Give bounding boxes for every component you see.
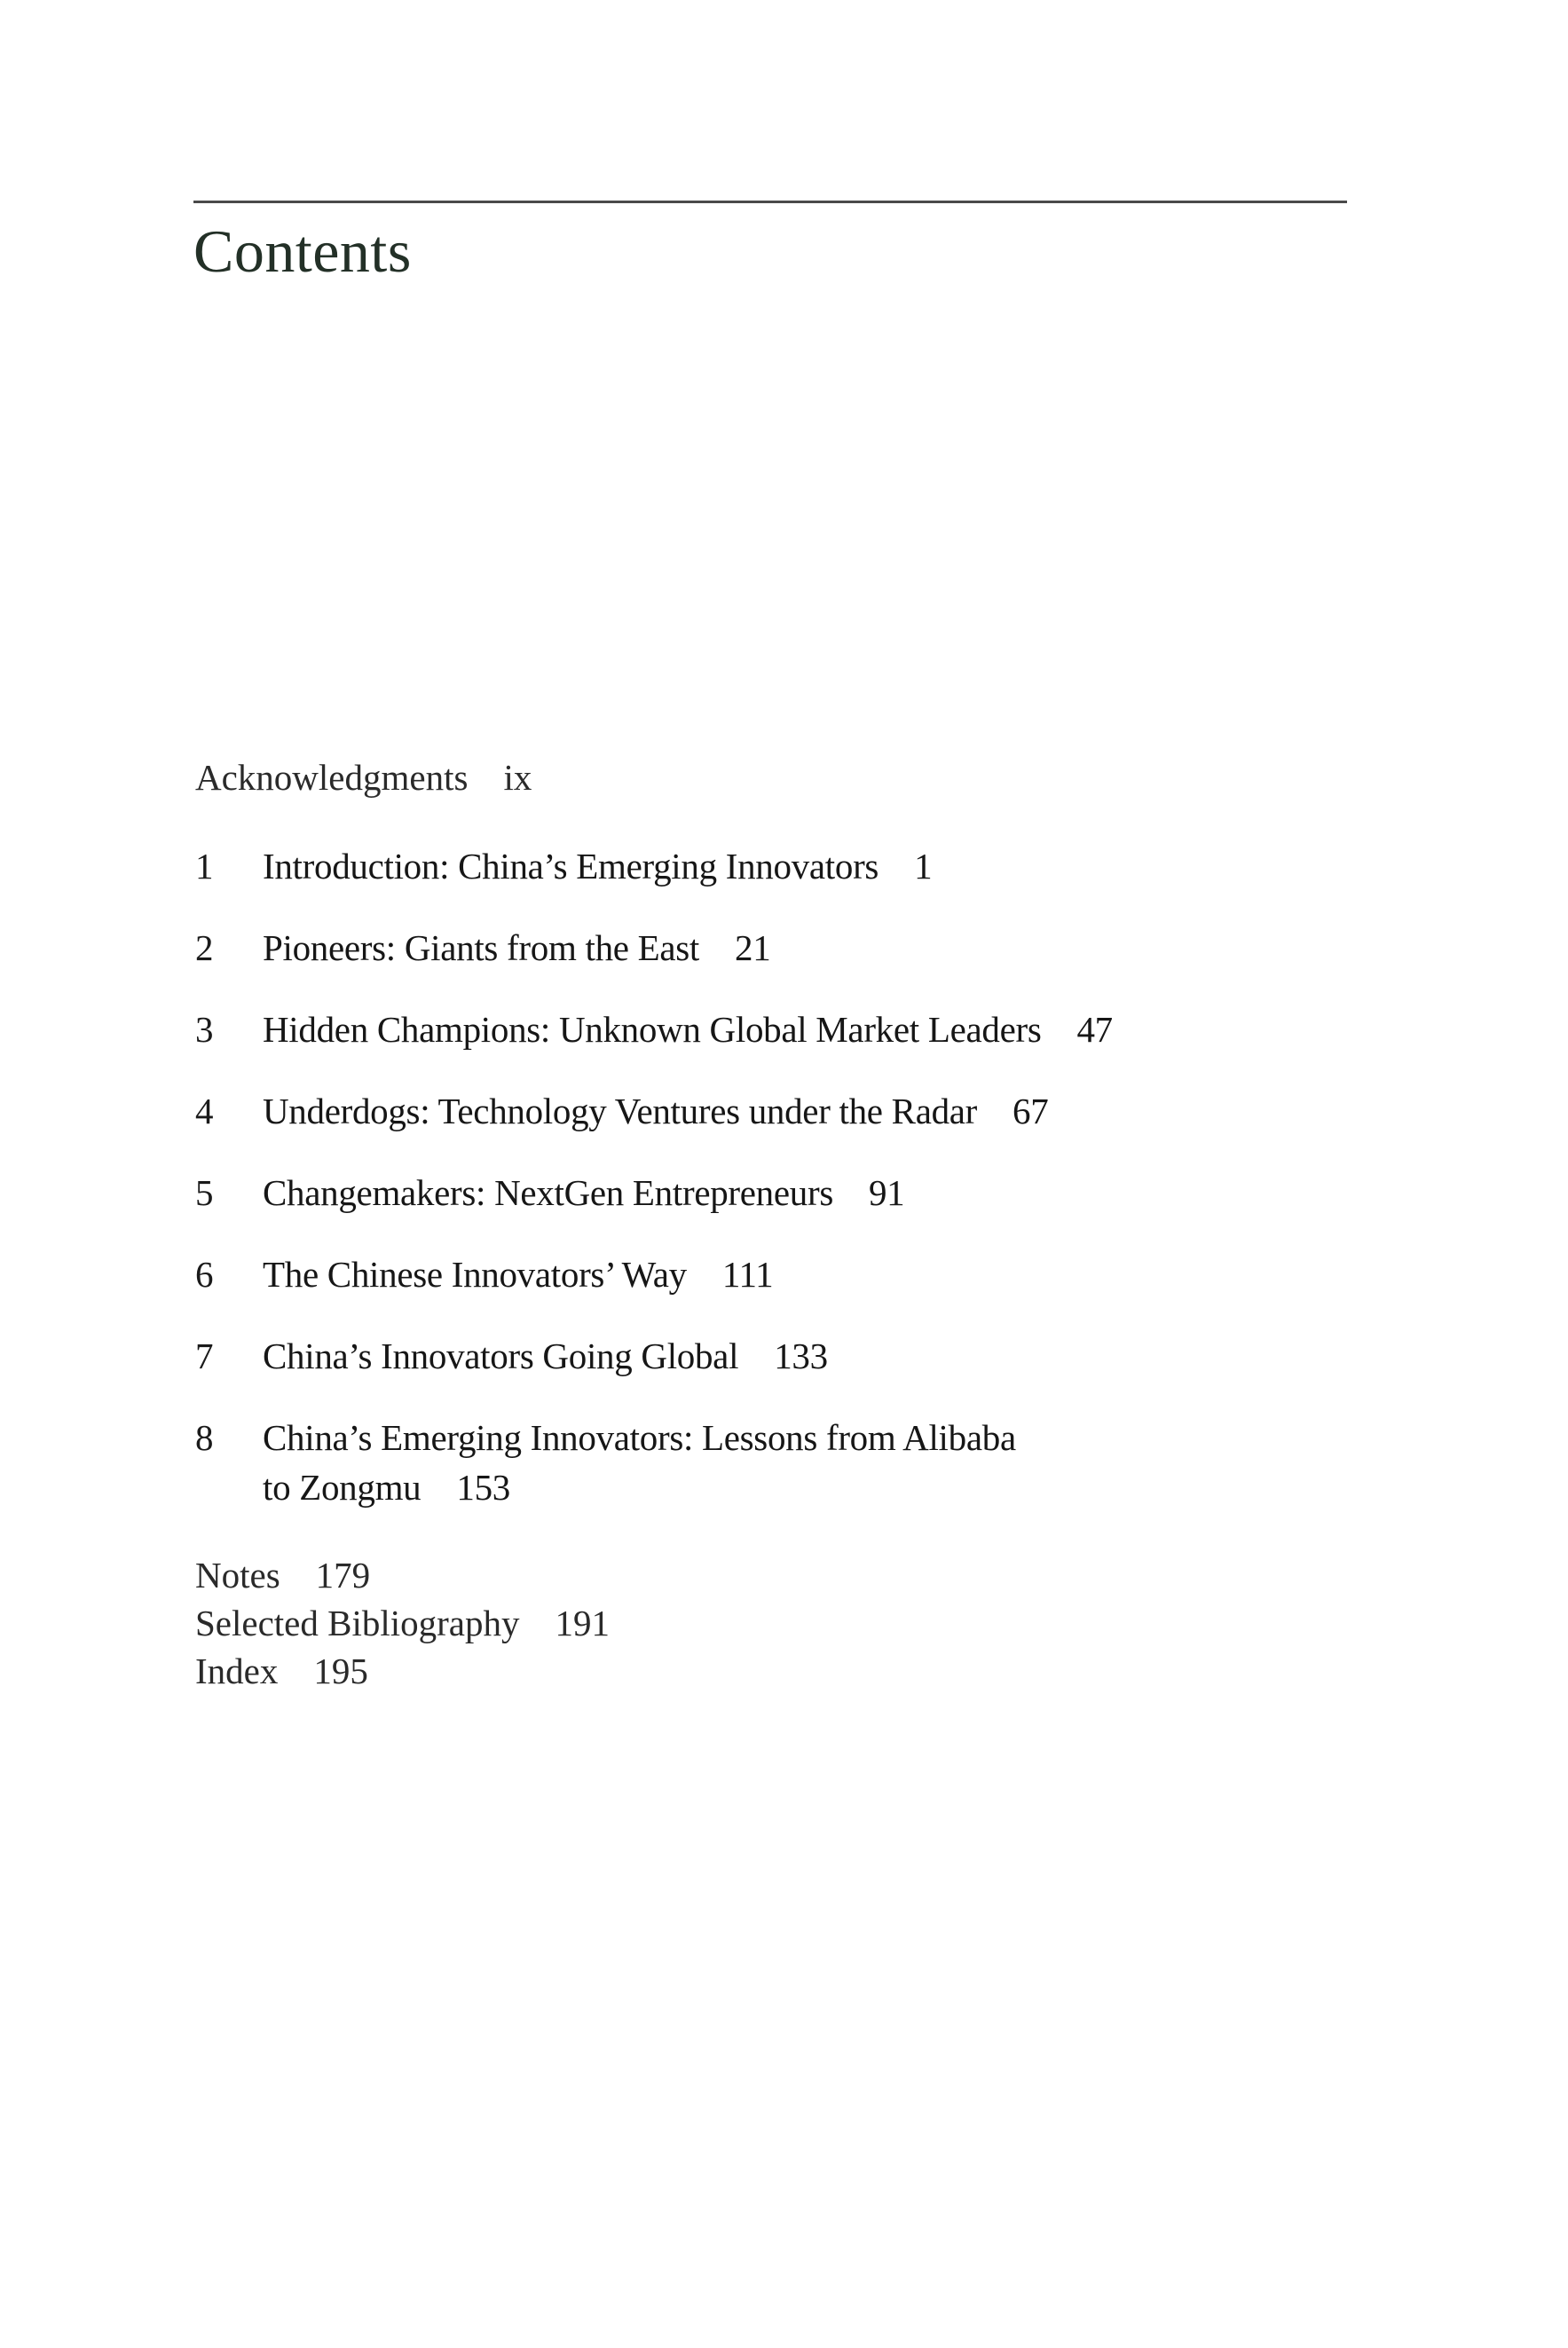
toc-entry-title: Notes	[195, 1555, 280, 1596]
chapter-title: China’s Innovators Going Global	[263, 1336, 739, 1376]
chapter-number: 7	[195, 1336, 214, 1376]
chapter-number: 4	[195, 1091, 214, 1131]
chapter-title: Pioneers: Giants from the East	[263, 927, 700, 968]
toc-entry-page: 195	[313, 1651, 368, 1691]
chapter-title: The Chinese Innovators’ Way	[263, 1254, 687, 1295]
toc-chapter-3	[195, 1005, 1313, 1054]
toc-entry-title: Index	[195, 1651, 279, 1691]
toc-entry-title: Selected Bibliography	[195, 1603, 520, 1643]
toc-chapter-4	[195, 1086, 1313, 1136]
back-matter-list	[195, 1551, 610, 1695]
toc-entry-page: 179	[315, 1555, 371, 1596]
toc-chapter-2	[195, 923, 1313, 973]
heading-rule	[193, 201, 1347, 203]
chapter-page: 153	[456, 1467, 510, 1508]
toc-chapter-5	[195, 1168, 1313, 1217]
toc-chapter-8	[195, 1413, 1313, 1512]
chapter-page: 1	[914, 846, 933, 886]
chapter-page: 21	[735, 927, 771, 968]
chapter-page: 67	[1013, 1091, 1049, 1131]
toc-entry-bibliography	[195, 1599, 610, 1647]
chapter-page: 111	[721, 1254, 774, 1295]
chapter-number: 5	[195, 1172, 214, 1213]
toc-entry-title: Acknowledgments	[195, 757, 469, 798]
chapter-page: 47	[1076, 1009, 1113, 1050]
chapter-title-line1: China’s Emerging Innovators: Lessons from Alibaba	[263, 1417, 1016, 1458]
chapter-title: Underdogs: Technology Ventures under the Radar	[263, 1091, 978, 1131]
chapter-number: 2	[195, 927, 214, 968]
toc-chapter-6	[195, 1249, 1313, 1299]
toc-entry-notes	[195, 1551, 610, 1599]
chapter-title: Hidden Champions: Unknown Global Market Leaders	[263, 1009, 1042, 1050]
chapter-number: 6	[195, 1254, 214, 1295]
toc-entry-acknowledgments	[195, 752, 532, 802]
toc-entry-page: 191	[555, 1603, 610, 1643]
chapter-number: 8	[195, 1417, 214, 1458]
toc-entry-page: ix	[503, 757, 532, 798]
toc-entry-index	[195, 1647, 610, 1695]
chapter-title: Introduction: China’s Emerging Innovators	[263, 846, 879, 886]
chapter-page: 133	[774, 1336, 828, 1376]
chapter-number: 1	[195, 846, 214, 886]
chapter-list	[195, 841, 1313, 1544]
chapter-title: Changemakers: NextGen Entrepreneurs	[263, 1172, 833, 1213]
chapter-number: 3	[195, 1009, 214, 1050]
chapter-title-line2: to Zongmu	[263, 1467, 422, 1508]
toc-chapter-7	[195, 1331, 1313, 1381]
page-title: Contents	[193, 217, 412, 285]
toc-chapter-1	[195, 841, 1313, 891]
chapter-page: 91	[868, 1172, 905, 1213]
